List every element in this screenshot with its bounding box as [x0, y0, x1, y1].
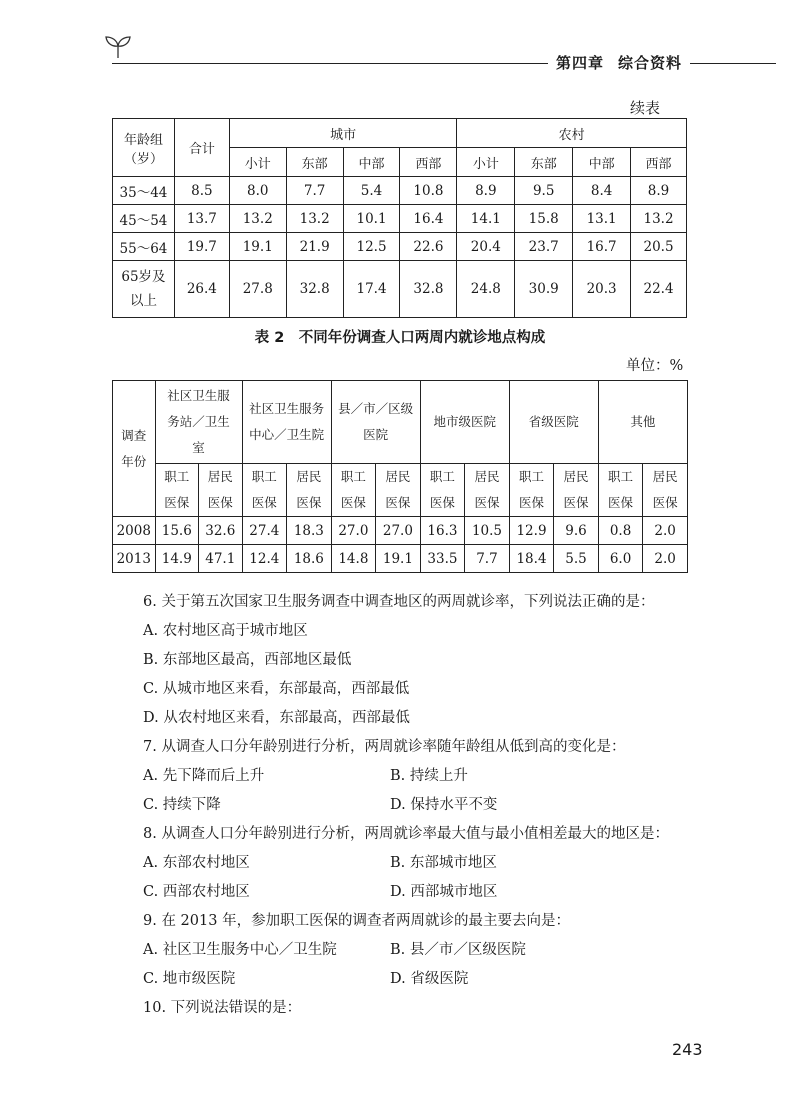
- sub-header: 职工医保: [242, 464, 287, 517]
- age-group-header: 年龄组（岁）: [113, 119, 175, 177]
- value-cell: 15.8: [515, 205, 573, 233]
- sub-header: 居民医保: [287, 464, 332, 517]
- sub-header: 小计: [229, 148, 286, 177]
- age-cell: 35～44: [113, 177, 175, 205]
- sub-header: 中部: [343, 148, 400, 177]
- value-cell: 22.4: [631, 261, 687, 318]
- sub-header: 西部: [400, 148, 457, 177]
- visit-location-table: [112, 380, 688, 573]
- sub-header: 职工医保: [420, 464, 465, 517]
- table-row: [113, 517, 688, 545]
- sub-header: 小计: [457, 148, 515, 177]
- sub-header: 居民医保: [643, 464, 688, 517]
- value-cell: 32.8: [400, 261, 457, 318]
- question-8-stem: 8. 从调查人口分年龄别进行分析，两周就诊率最大值与最小值相差最大的地区是：: [143, 826, 669, 842]
- year-cell: 2008: [113, 517, 156, 545]
- value-cell: 16.3: [420, 517, 465, 545]
- unit-label: 单位：%: [626, 358, 684, 374]
- value-cell: 8.5: [174, 177, 229, 205]
- value-cell: 12.5: [343, 233, 400, 261]
- group-header: 其他: [598, 381, 687, 464]
- value-cell: 15.6: [155, 517, 199, 545]
- value-cell: 13.2: [229, 205, 286, 233]
- value-cell: 32.8: [286, 261, 343, 318]
- value-cell: 20.5: [631, 233, 687, 261]
- sub-header: 居民医保: [199, 464, 243, 517]
- value-cell: 13.1: [573, 205, 631, 233]
- table-row: [113, 177, 687, 205]
- value-cell: 10.8: [400, 177, 457, 205]
- value-cell: 5.5: [554, 545, 599, 573]
- question-8-option-a[interactable]: A. 东部农村地区: [143, 855, 250, 871]
- value-cell: 6.0: [598, 545, 643, 573]
- running-header: [556, 52, 682, 73]
- question-7-option-c[interactable]: C. 持续下降: [143, 797, 221, 813]
- age-visit-rate-table: [112, 118, 687, 318]
- question-6-option-a[interactable]: A. 农村地区高于城市地区: [143, 623, 308, 639]
- sub-header: 东部: [286, 148, 343, 177]
- sub-header: 居民医保: [376, 464, 421, 517]
- sub-header: 居民医保: [554, 464, 599, 517]
- question-7-option-b[interactable]: B. 持续上升: [390, 768, 468, 784]
- question-6-option-c[interactable]: C. 从城市地区来看，东部最高，西部最低: [143, 681, 410, 697]
- value-cell: 13.2: [631, 205, 687, 233]
- value-cell: 10.5: [465, 517, 510, 545]
- question-6-stem: 6. 关于第五次国家卫生服务调查中调查地区的两周就诊率，下列说法正确的是：: [143, 594, 655, 610]
- city-header: 城市: [229, 119, 457, 148]
- value-cell: 5.4: [343, 177, 400, 205]
- question-9-option-c[interactable]: C. 地市级医院: [143, 971, 236, 987]
- value-cell: 18.3: [287, 517, 332, 545]
- value-cell: 16.4: [400, 205, 457, 233]
- table-row: [113, 545, 688, 573]
- rural-header: 农村: [457, 119, 687, 148]
- value-cell: 14.8: [331, 545, 376, 573]
- age-cell: 55～64: [113, 233, 175, 261]
- question-6-option-b[interactable]: B. 东部地区最高，西部地区最低: [143, 652, 352, 668]
- value-cell: 10.1: [343, 205, 400, 233]
- continued-label: 续表: [630, 99, 661, 117]
- value-cell: 30.9: [515, 261, 573, 318]
- value-cell: 18.6: [287, 545, 332, 573]
- value-cell: 2.0: [643, 517, 688, 545]
- sub-header: 职工医保: [509, 464, 554, 517]
- value-cell: 9.6: [554, 517, 599, 545]
- sub-header: 西部: [631, 148, 687, 177]
- value-cell: 26.4: [174, 261, 229, 318]
- value-cell: 12.4: [242, 545, 287, 573]
- group-header: 县／市／区级医院: [331, 381, 420, 464]
- question-8-option-c[interactable]: C. 西部农村地区: [143, 884, 250, 900]
- sub-header: 职工医保: [155, 464, 199, 517]
- value-cell: 0.8: [598, 517, 643, 545]
- sub-header: 东部: [515, 148, 573, 177]
- question-9-option-d[interactable]: D. 省级医院: [390, 971, 469, 987]
- value-cell: 2.0: [643, 545, 688, 573]
- age-cell: 45～54: [113, 205, 175, 233]
- question-8-option-b[interactable]: B. 东部城市地区: [390, 855, 497, 871]
- value-cell: 18.4: [509, 545, 554, 573]
- question-9-option-b[interactable]: B. 县／市／区级医院: [390, 942, 526, 958]
- value-cell: 13.2: [286, 205, 343, 233]
- question-6-option-d[interactable]: D. 从农村地区来看，东部最高，西部最低: [143, 710, 410, 726]
- age-cell: 65岁及以上: [113, 261, 175, 318]
- value-cell: 20.3: [573, 261, 631, 318]
- header-rule-right: [690, 63, 776, 64]
- table-row: [113, 205, 687, 233]
- value-cell: 24.8: [457, 261, 515, 318]
- group-header: 社区卫生服务中心／卫生院: [242, 381, 331, 464]
- year-cell: 2013: [113, 545, 156, 573]
- value-cell: 16.7: [573, 233, 631, 261]
- value-cell: 8.9: [631, 177, 687, 205]
- value-cell: 13.7: [174, 205, 229, 233]
- value-cell: 27.8: [229, 261, 286, 318]
- question-7-option-a[interactable]: A. 先下降而后上升: [143, 768, 265, 784]
- table-row: [113, 233, 687, 261]
- value-cell: 33.5: [420, 545, 465, 573]
- leaf-sprout-icon: [104, 34, 132, 60]
- value-cell: 8.9: [457, 177, 515, 205]
- year-header: 调查年份: [113, 381, 156, 517]
- value-cell: 47.1: [199, 545, 243, 573]
- question-8-option-d[interactable]: D. 西部城市地区: [390, 884, 498, 900]
- value-cell: 32.6: [199, 517, 243, 545]
- value-cell: 19.7: [174, 233, 229, 261]
- question-10-stem: 10. 下列说法错误的是：: [143, 1000, 302, 1016]
- table-row: [113, 261, 687, 318]
- value-cell: 7.7: [286, 177, 343, 205]
- value-cell: 22.6: [400, 233, 457, 261]
- value-cell: 8.4: [573, 177, 631, 205]
- sub-header: 职工医保: [598, 464, 643, 517]
- header-rule-left: [112, 63, 548, 64]
- value-cell: 21.9: [286, 233, 343, 261]
- table2-title: 表 2 不同年份调查人口两周内就诊地点构成: [254, 330, 546, 346]
- value-cell: 20.4: [457, 233, 515, 261]
- page-number: 243: [672, 1040, 703, 1059]
- value-cell: 8.0: [229, 177, 286, 205]
- value-cell: 7.7: [465, 545, 510, 573]
- value-cell: 9.5: [515, 177, 573, 205]
- value-cell: 12.9: [509, 517, 554, 545]
- value-cell: 27.0: [331, 517, 376, 545]
- question-9-option-a[interactable]: A. 社区卫生服务中心／卫生院: [143, 942, 337, 958]
- value-cell: 19.1: [376, 545, 421, 573]
- group-header: 地市级医院: [420, 381, 509, 464]
- sub-header: 职工医保: [331, 464, 376, 517]
- value-cell: 27.4: [242, 517, 287, 545]
- sub-header: 居民医保: [465, 464, 510, 517]
- group-header: 省级医院: [509, 381, 598, 464]
- value-cell: 14.9: [155, 545, 199, 573]
- value-cell: 17.4: [343, 261, 400, 318]
- value-cell: 19.1: [229, 233, 286, 261]
- question-7-option-d[interactable]: D. 保持水平不变: [390, 797, 498, 813]
- group-header: 社区卫生服务站／卫生室: [155, 381, 242, 464]
- chapter-label: 第四章: [556, 54, 605, 72]
- value-cell: 14.1: [457, 205, 515, 233]
- value-cell: 27.0: [376, 517, 421, 545]
- question-7-stem: 7. 从调查人口分年龄别进行分析，两周就诊率随年龄组从低到高的变化是：: [143, 739, 626, 755]
- question-9-stem: 9. 在 2013 年，参加职工医保的调查者两周就诊的最主要去向是：: [143, 913, 571, 929]
- total-header: 合计: [174, 119, 229, 177]
- value-cell: 23.7: [515, 233, 573, 261]
- section-label: 综合资料: [618, 54, 683, 72]
- sub-header: 中部: [573, 148, 631, 177]
